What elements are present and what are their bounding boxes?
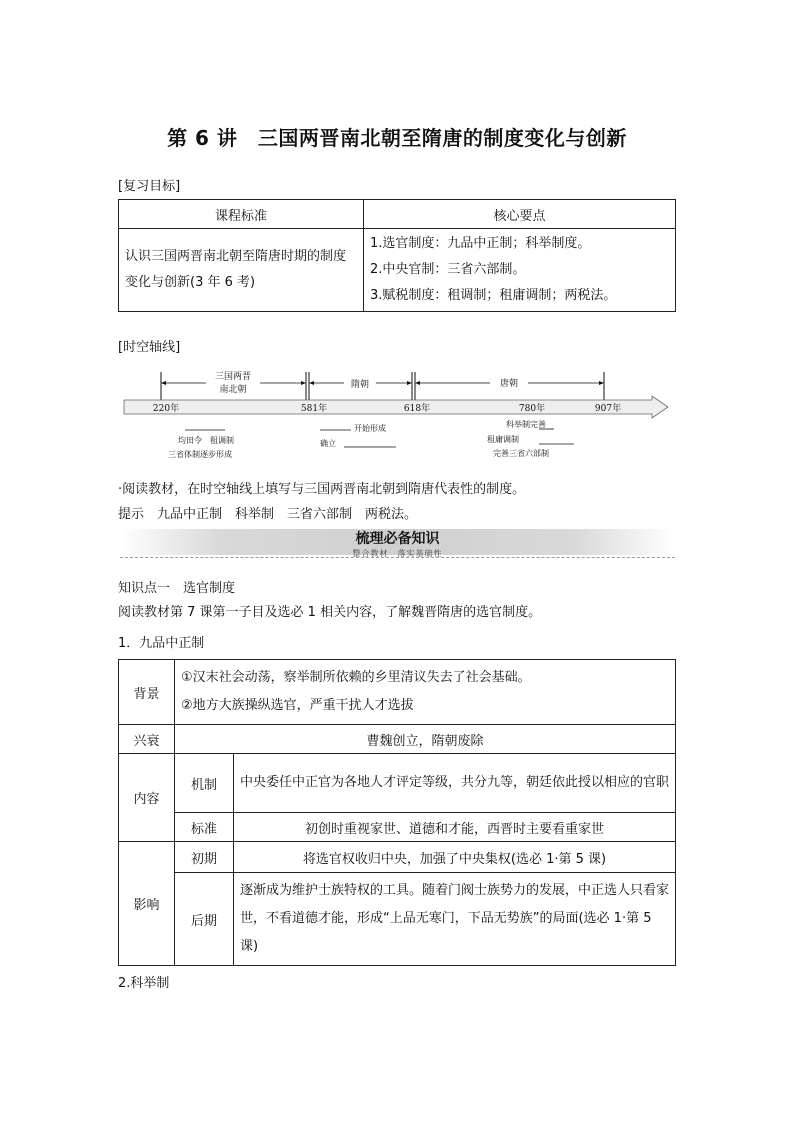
core-point-item: 1.选官制度：九品中正制；科举制度。	[370, 236, 591, 251]
period-label-nanbeichao: 南北朝	[219, 385, 247, 395]
timeline-note: 三省体制逐步形成	[168, 450, 232, 459]
review-goals-tag: [复习目标]	[118, 179, 181, 194]
timeline-note: 租庸调制	[487, 435, 519, 444]
page-title: 第 6 讲 三国两晋南北朝至隋唐的制度变化与创新	[167, 126, 627, 150]
timeline-diagram	[118, 362, 674, 462]
label-impact: 影响	[119, 842, 175, 966]
early-text: 将选官权收归中央，加强了中央集权(选必 1·第 5 课)	[234, 842, 676, 873]
timeline-arrow	[124, 396, 668, 418]
header-core-points: 核心要点	[364, 200, 676, 229]
mechanism-text: 中央委任中正官为各地人才评定等级，共分九等，朝廷依此授以相应的官职	[234, 754, 676, 813]
label-content: 内容	[119, 754, 175, 842]
year-label: 220年	[152, 404, 180, 414]
label-standard: 标准	[175, 813, 234, 842]
jiupin-table	[118, 659, 676, 966]
banner-subtitle: 整合教材 落实基础性	[352, 549, 443, 558]
knowledge-point-heading: 知识点一 选官制度	[118, 581, 236, 596]
section-banner	[120, 525, 675, 563]
core-point-item: 3.赋税制度：租调制；租庸调制；两税法。	[370, 288, 617, 303]
timeline-note: 均田令 租调制	[178, 436, 234, 445]
period-label-sanguo: 三国两晋	[214, 372, 252, 382]
label-early: 初期	[175, 842, 234, 873]
label-late: 后期	[175, 873, 234, 966]
timeline-note: 开始形成	[354, 424, 386, 433]
banner-title: 梳理必备知识	[355, 531, 440, 547]
year-label: 618年	[403, 404, 431, 414]
core-point-item: 2.中央官制：三省六部制。	[370, 262, 526, 277]
label-background: 背景	[119, 660, 175, 725]
year-label: 581年	[300, 404, 328, 414]
timeline-note: 确立	[320, 439, 336, 448]
period-label-tang: 唐朝	[499, 379, 519, 389]
timeline-tag: [时空轴线]	[118, 340, 181, 355]
review-goals-table	[118, 199, 676, 312]
label-rise-fall: 兴衰	[119, 725, 175, 754]
year-label: 780年	[518, 404, 546, 414]
instruction-text: ·阅读教材，在时空轴线上填写与三国两晋南北朝到隋唐代表性的制度。	[118, 482, 526, 497]
header-curriculum-standard: 课程标准	[119, 200, 364, 229]
standard-text: 初创时重视家世、道德和才能，西晋时主要看重家世	[234, 813, 676, 842]
reading-instruction: 阅读教材第 7 课第一子目及选必 1 相关内容，了解魏晋隋唐的选官制度。	[118, 605, 542, 620]
hint-text: 提示 九品中正制 科举制 三省六部制 两税法。	[118, 507, 418, 522]
label-mechanism: 机制	[175, 754, 234, 813]
period-label-sui: 隋朝	[350, 380, 370, 390]
background-item: ②地方大族操纵选官，严重干扰人才选拔	[181, 698, 414, 713]
core-points-cell	[364, 229, 676, 312]
rise-fall-text: 曹魏创立，隋朝废除	[175, 725, 676, 754]
banner-divider	[120, 557, 675, 558]
timeline-note: 完善三省六部制	[493, 449, 549, 458]
background-cell	[175, 660, 676, 725]
late-text: 逐渐成为维护士族特权的工具。随着门阀士族势力的发展，中正选人只看家世，不看道德才能，形成“上品无寒门，下品无势族”的局面(选必 1·第 5 课)	[234, 873, 676, 966]
timeline-note: 科举制完善	[506, 420, 546, 429]
section-heading-keju: 2.科举制	[118, 976, 170, 991]
section-heading-jiupin: 1．九品中正制	[118, 636, 205, 651]
background-item: ①汉末社会动荡，察举制所依赖的乡里清议失去了社会基础。	[181, 670, 531, 685]
curriculum-standard-text: 认识三国两晋南北朝至隋唐时期的制度变化与创新(3 年 6 考)	[119, 229, 364, 312]
year-label: 907年	[594, 404, 622, 414]
